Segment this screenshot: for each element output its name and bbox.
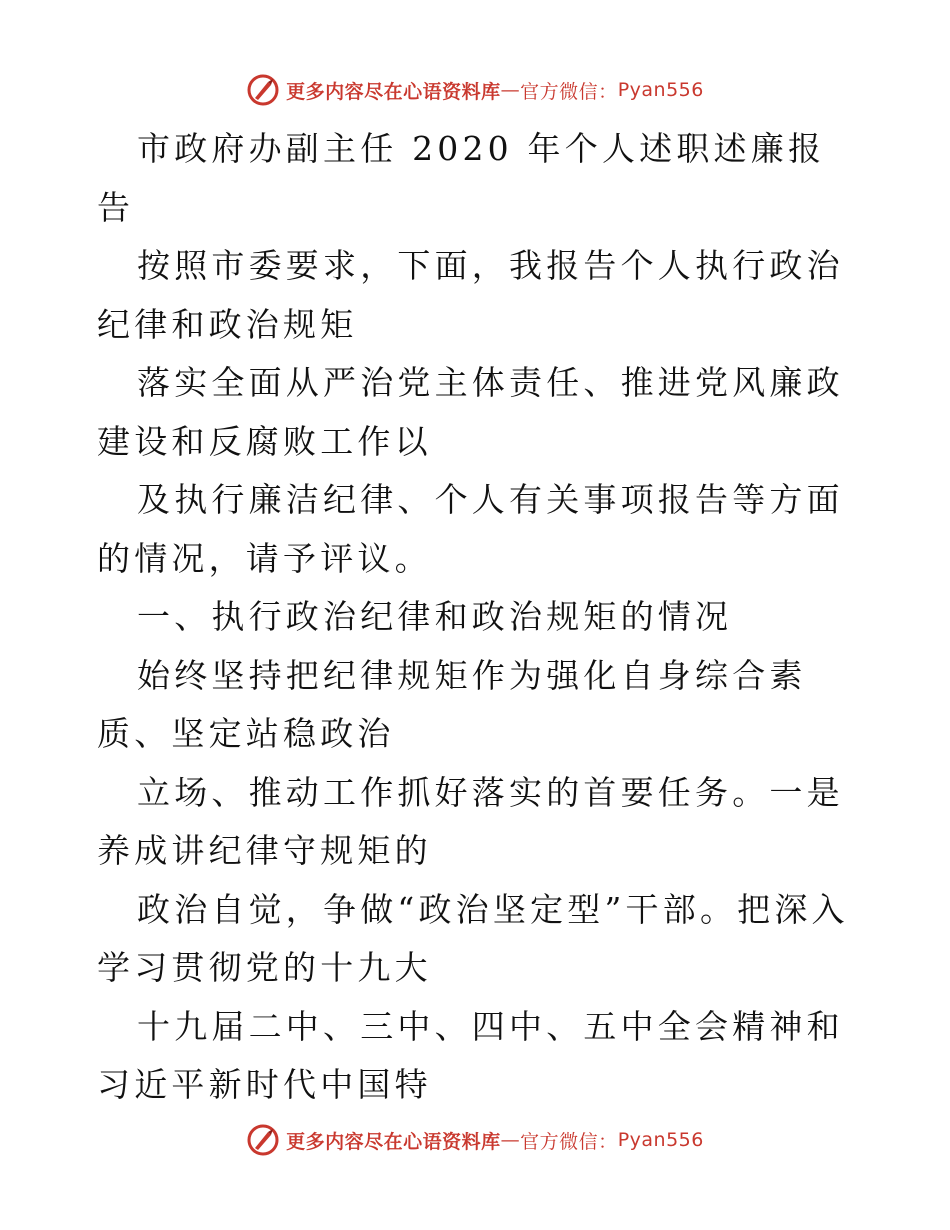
quill-pen-logo-icon (246, 73, 280, 107)
paragraph: 按照市委要求，下面，我报告个人执行政治纪律和政治规矩 (97, 246, 844, 344)
header-watermark (0, 70, 950, 110)
paragraph: 始终坚持把纪律规矩作为强化自身综合素质、坚定站稳政治 (97, 655, 807, 753)
section-heading: 一、执行政治纪律和政治规矩的情况 (137, 597, 733, 636)
watermark-wechat-label: 官方微信： (520, 80, 618, 103)
paragraph: 政治自觉，争做“政治坚定型”干部。把深入学习贯彻党的十九大 (97, 889, 849, 987)
watermark-wechat-id: Pyan556 (617, 1129, 704, 1151)
quill-pen-logo-icon (246, 1123, 280, 1157)
document-title: 市政府办副主任 2020 年个人述职述廉报告 (97, 129, 826, 227)
watermark-text (286, 1127, 704, 1154)
paragraph: 立场、推动工作抓好落实的首要任务。一是养成讲纪律守规矩的 (97, 772, 844, 870)
watermark-main-text: 更多内容尽在心语资料库 (286, 1130, 501, 1153)
footer-watermark (0, 1120, 950, 1160)
watermark-dash: — (500, 1129, 521, 1151)
paragraph: 落实全面从严治党主体责任、推进党风廉政建设和反腐败工作以 (97, 363, 844, 461)
document-body (97, 120, 857, 1115)
watermark-wechat-id: Pyan556 (617, 79, 704, 101)
watermark-text (286, 77, 704, 104)
paragraph: 十九届二中、三中、四中、五中全会精神和习近平新时代中国特 (97, 1006, 844, 1104)
watermark-main-text: 更多内容尽在心语资料库 (286, 80, 501, 103)
paragraph: 及执行廉洁纪律、个人有关事项报告等方面的情况，请予评议。 (97, 480, 844, 578)
watermark-wechat-label: 官方微信： (520, 1130, 618, 1153)
watermark-dash: — (500, 79, 521, 101)
